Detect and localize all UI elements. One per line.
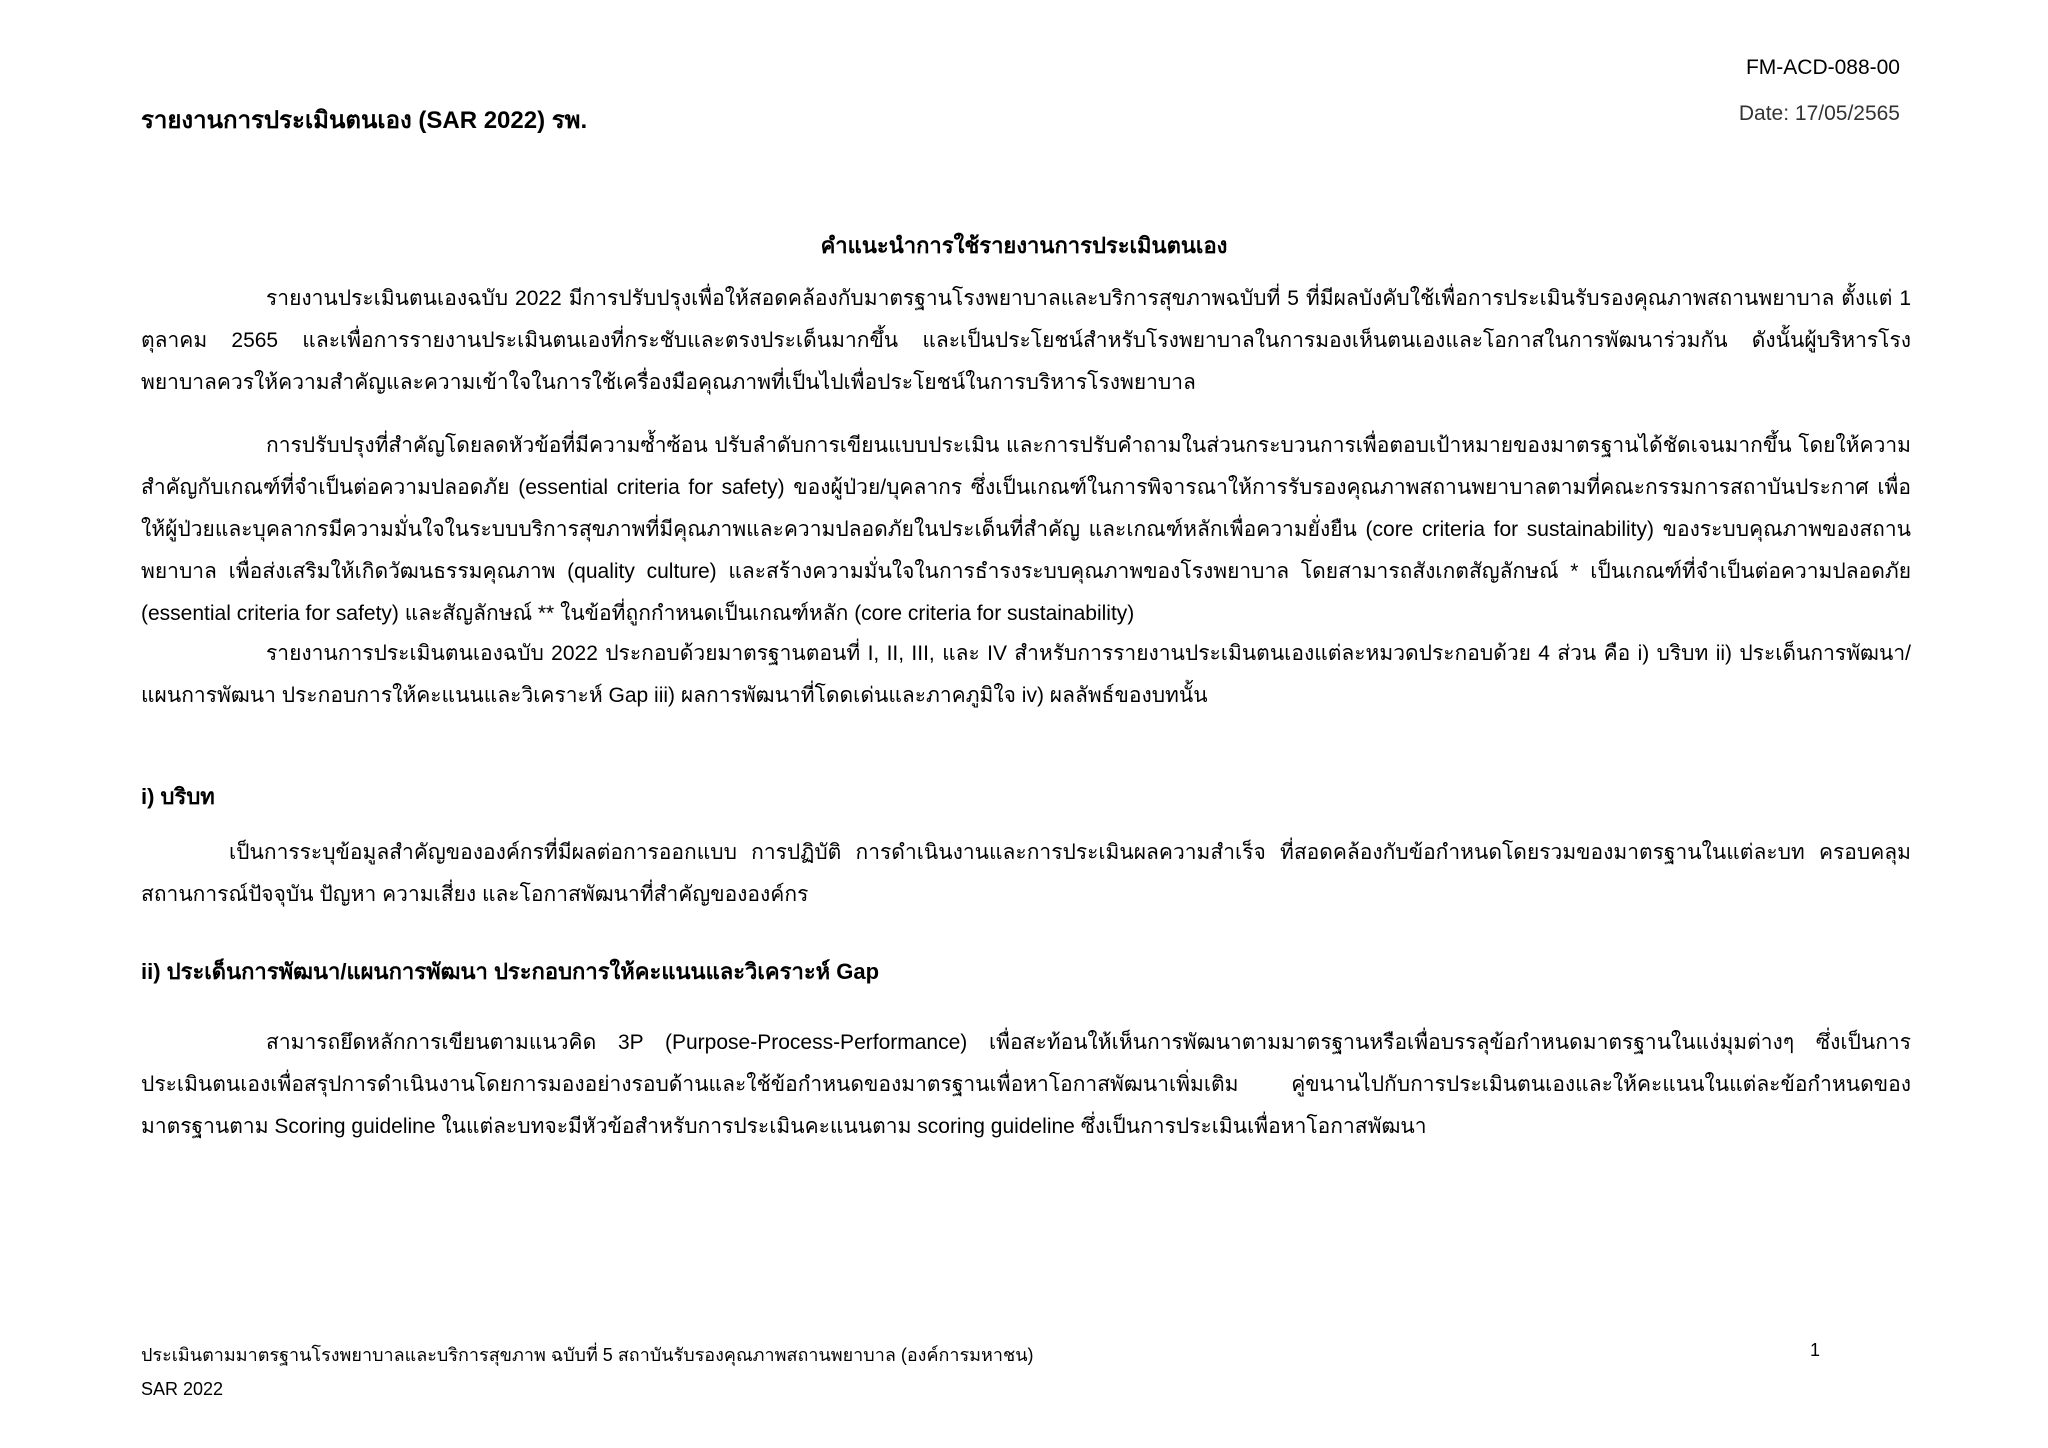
document-date: Date: 17/05/2565 xyxy=(1738,102,1900,125)
form-code: FM-ACD-088-00 xyxy=(1745,56,1900,79)
section-context-text: เป็นการระบุข้อมูลสำคัญขององค์กรที่มีผลต่อการออกแบบ การปฏิบัติ การดำเนินงานและการประเมินผลความสำเร็จ ที่สอดคล้องกับข้อกำหนดโดยรวมของมาตรฐานในแต่ละบท ครอบคลุมสถานการณ์ปัจจุบัน ปัญหา ความเสี่ยง และโอกาสพัฒนาที่สำคัญขององค์กร xyxy=(141,841,1911,906)
paragraph-structure: รายงานการประเมินตนเองฉบับ 2022 ประกอบด้วยมาตรฐานตอนที่ I, II, III, และ IV สำหรับการรายงานประเมินตนเองแต่ละหมวดประกอบด้วย 4 ส่วน คือ i) บริบท ii) ประเด็นการพัฒนา/แผนการพัฒนา ประกอบการให้คะแนนและวิเคราะห์ Gap iii) ผลการพัฒนาที่โดดเด่นและภาคภูมิใจ iv) ผลลัพธ์ของบทนั้น xyxy=(141,642,1911,707)
section-development-title: ii) ประเด็นการพัฒนา/แผนการพัฒนา ประกอบการให้คะแนนและวิเคราะห์ Gap xyxy=(141,959,880,984)
document-title: รายงานการประเมินตนเอง (SAR 2022) รพ. xyxy=(141,107,588,134)
section-development-text: สามารถยึดหลักการเขียนตามแนวคิด 3P (Purpose-Process-Performance) เพื่อสะท้อนให้เห็นการพัฒนาตามมาตรฐานหรือเพื่อบรรลุข้อกำหนดมาตรฐานในแง่มุมต่างๆ ซึ่งเป็นการประเมินตนเองเพื่อสรุปการดำเนินงานโดยการมองอย่างรอบด้านและใช้ข้อกำหนดของมาตรฐานเพื่อหาโอกาสพัฒนาเพิ่มเติม คู่ขนานไปกับการประเมินตนเองและให้คะแนนในแต่ละข้อกำหนดของมาตรฐานตาม Scoring guideline ในแต่ละบทจะมีหัวข้อสำหรับการประเมินคะแนนตาม scoring guideline ซึ่งเป็นการประเมินเพื่อหาโอกาสพัฒนา xyxy=(141,1031,1911,1138)
paragraph-intro: รายงานประเมินตนเองฉบับ 2022 มีการปรับปรุงเพื่อให้สอดคล้องกับมาตรฐานโรงพยาบาลและบริการสุขภาพฉบับที่ 5 ที่มีผลบังคับใช้เพื่อการประเมินรับรองคุณภาพสถานพยาบาล ตั้งแต่ 1 ตุลาคม 2565 และเพื่อการรายงานประเมินตนเองที่กระชับและตรงประเด็นมากขึ้น และเป็นประโยชน์สำหรับโรงพยาบาลในการมองเห็นตนเองและโอกาสในการพัฒนาร่วมกัน ดังนั้นผู้บริหารโรงพยาบาลควรให้ความสำคัญและความเข้าใจในการใช้เครื่องมือคุณภาพที่เป็นไปเพื่อประโยชน์ในการบริหารโรงพยาบาล xyxy=(141,287,1911,394)
footer-sar: SAR 2022 xyxy=(141,1379,224,1399)
section-context-title: i) บริบท xyxy=(141,784,215,809)
page-number: 1 xyxy=(1810,1340,1821,1360)
page-heading: คำแนะนำการใช้รายงานการประเมินตนเอง xyxy=(820,233,1228,258)
footer-text: ประเมินตามมาตรฐานโรงพยาบาลและบริการสุขภาพ ฉบับที่ 5 สถาบันรับรองคุณภาพสถานพยาบาล (องค์การมหาชน) xyxy=(141,1345,1034,1365)
paragraph-improvements: การปรับปรุงที่สำคัญโดยลดหัวข้อที่มีความซ้ำซ้อน ปรับลำดับการเขียนแบบประเมิน และการปรับคำถามในส่วนกระบวนการเพื่อตอบเป้าหมายของมาตรฐานได้ชัดเจนมากขึ้น โดยให้ความสำคัญกับเกณฑ์ที่จำเป็นต่อความปลอดภัย (essential criteria for safety) ของผู้ป่วย/บุคลากร ซึ่งเป็นเกณฑ์ในการพิจารณาให้การรับรองคุณภาพสถานพยาบาลตามที่คณะกรรมการสถาบันประกาศ เพื่อให้ผู้ป่วยและบุคลากรมีความมั่นใจในระบบบริการสุขภาพที่มีคุณภาพและความปลอดภัยในประเด็นที่สำคัญ และเกณฑ์หลักเพื่อความยั่งยืน (core criteria for sustainability) ของระบบคุณภาพของสถานพยาบาล เพื่อส่งเสริมให้เกิดวัฒนธรรมคุณภาพ (quality culture) และสร้างความมั่นใจในการธำรงระบบคุณภาพของโรงพยาบาล โดยสามารถสังเกตสัญลักษณ์ * เป็นเกณฑ์ที่จำเป็นต่อความปลอดภัย (essential criteria for safety) และสัญลักษณ์ ** ในข้อที่ถูกกำหนดเป็นเกณฑ์หลัก (core criteria for sustainability) xyxy=(141,434,1911,625)
